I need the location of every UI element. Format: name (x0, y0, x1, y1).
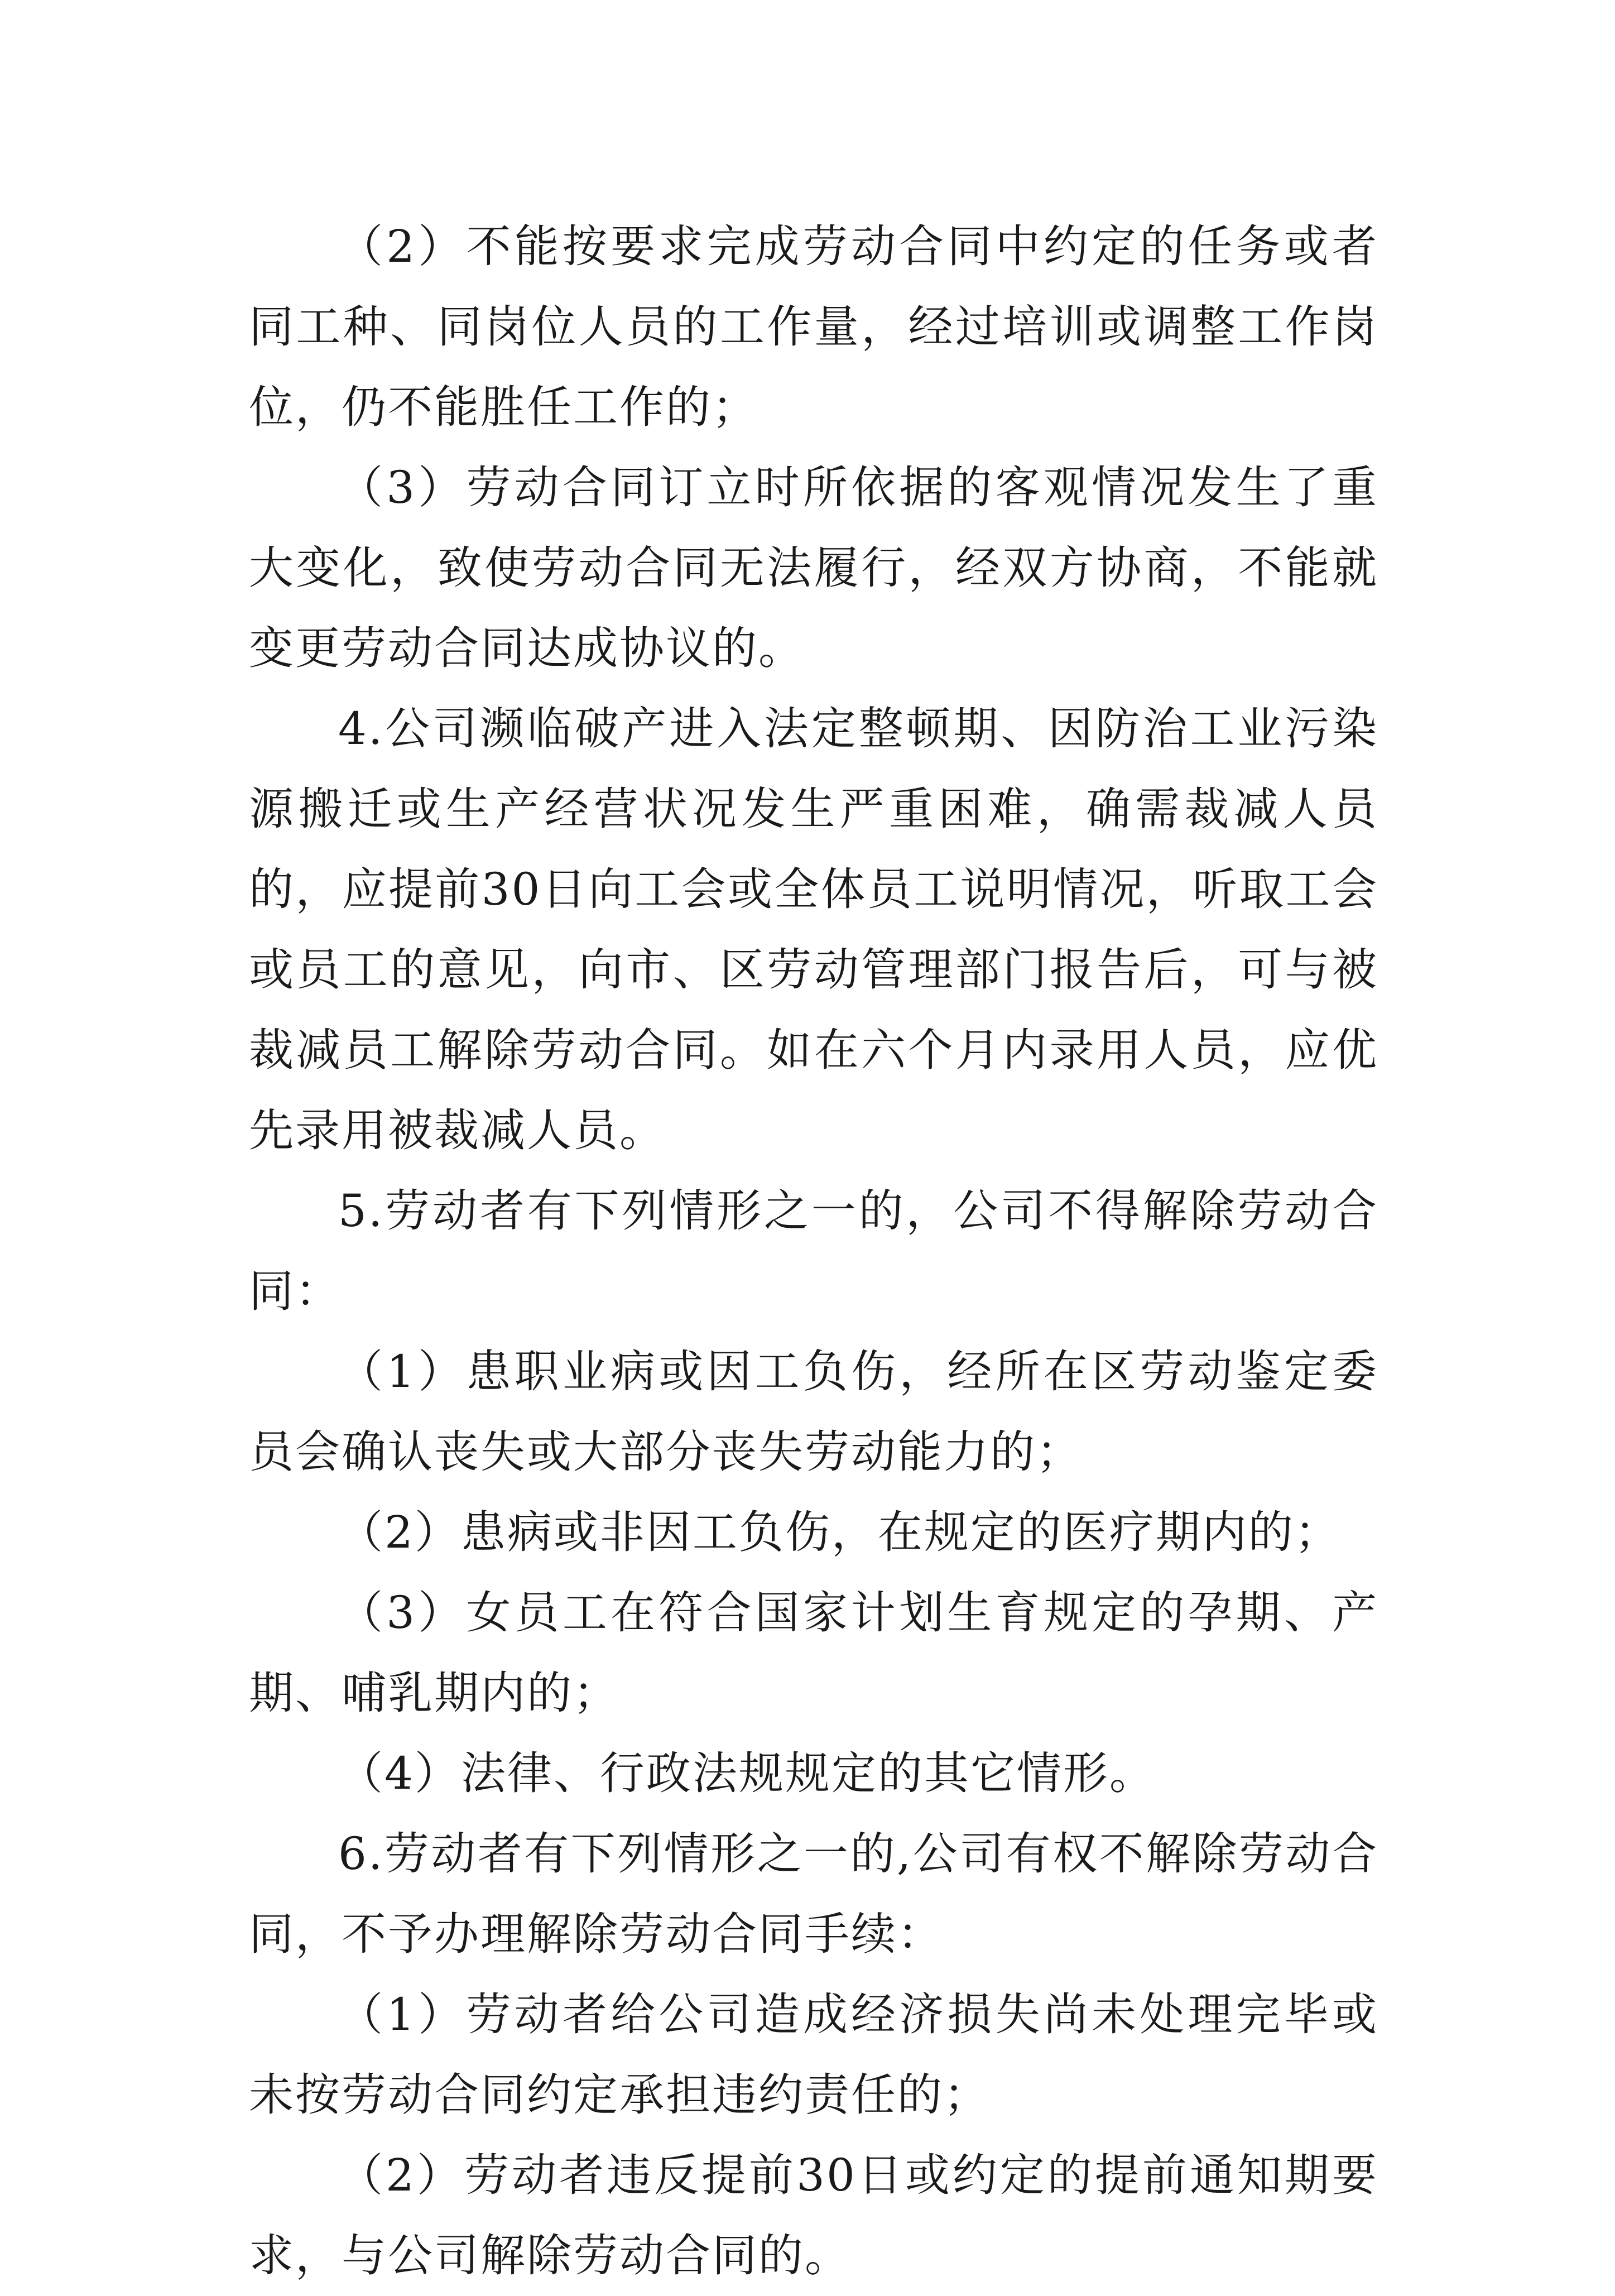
paragraph-article-5-item-3: （3）女员工在符合国家计划生育规定的孕期、产期、哺乳期内的； (249, 1587, 1378, 1719)
paragraph-article-6-item-1: （1）劳动者给公司造成经济损失尚未处理完毕或未按劳动合同约定承担违约责任的； (249, 1988, 1378, 2121)
paragraph-article-5-item-1: （1）患职业病或因工负伤，经所在区劳动鉴定委员会确认丧失或大部分丧失劳动能力的； (249, 1346, 1378, 1478)
paragraph-article-5-item-2: （2）患病或非因工负伤，在规定的医疗期内的； (338, 1506, 1341, 1558)
paragraph-article-6: 6.劳动者有下列情形之一的,公司有权不解除劳动合同，不予办理解除劳动合同手续： (249, 1828, 1378, 1960)
document-body (249, 206, 1378, 2296)
paragraph-item-2-clause: （2）不能按要求完成劳动合同中约定的任务或者同工种、同岗位人员的工作量，经过培训或调整工作岗位，仍不能胜任工作的； (249, 220, 1378, 433)
paragraph-item-3-clause: （3）劳动合同订立时所依据的客观情况发生了重大变化，致使劳动合同无法履行，经双方协商，不能就变更劳动合同达成协议的。 (249, 462, 1378, 674)
paragraph-article-6-item-2: （2）劳动者违反提前30日或约定的提前通知期要求，与公司解除劳动合同的。 (249, 2149, 1378, 2281)
paragraph-article-5: 5.劳动者有下列情形之一的，公司不得解除劳动合同： (249, 1185, 1378, 1317)
paragraph-article-4: 4.公司濒临破产进入法定整顿期、因防治工业污染源搬迁或生产经营状况发生严重困难，确需裁减人员的，应提前30日向工会或全体员工说明情况，听取工会或员工的意见，向市、区劳动管理部门报告后，可与被裁减员工解除劳动合同。如在六个月内录用人员，应优先录用被裁减人员。 (249, 703, 1378, 1156)
paragraph-article-5-item-4: （4）法律、行政法规规定的其它情形。 (338, 1747, 1156, 1799)
